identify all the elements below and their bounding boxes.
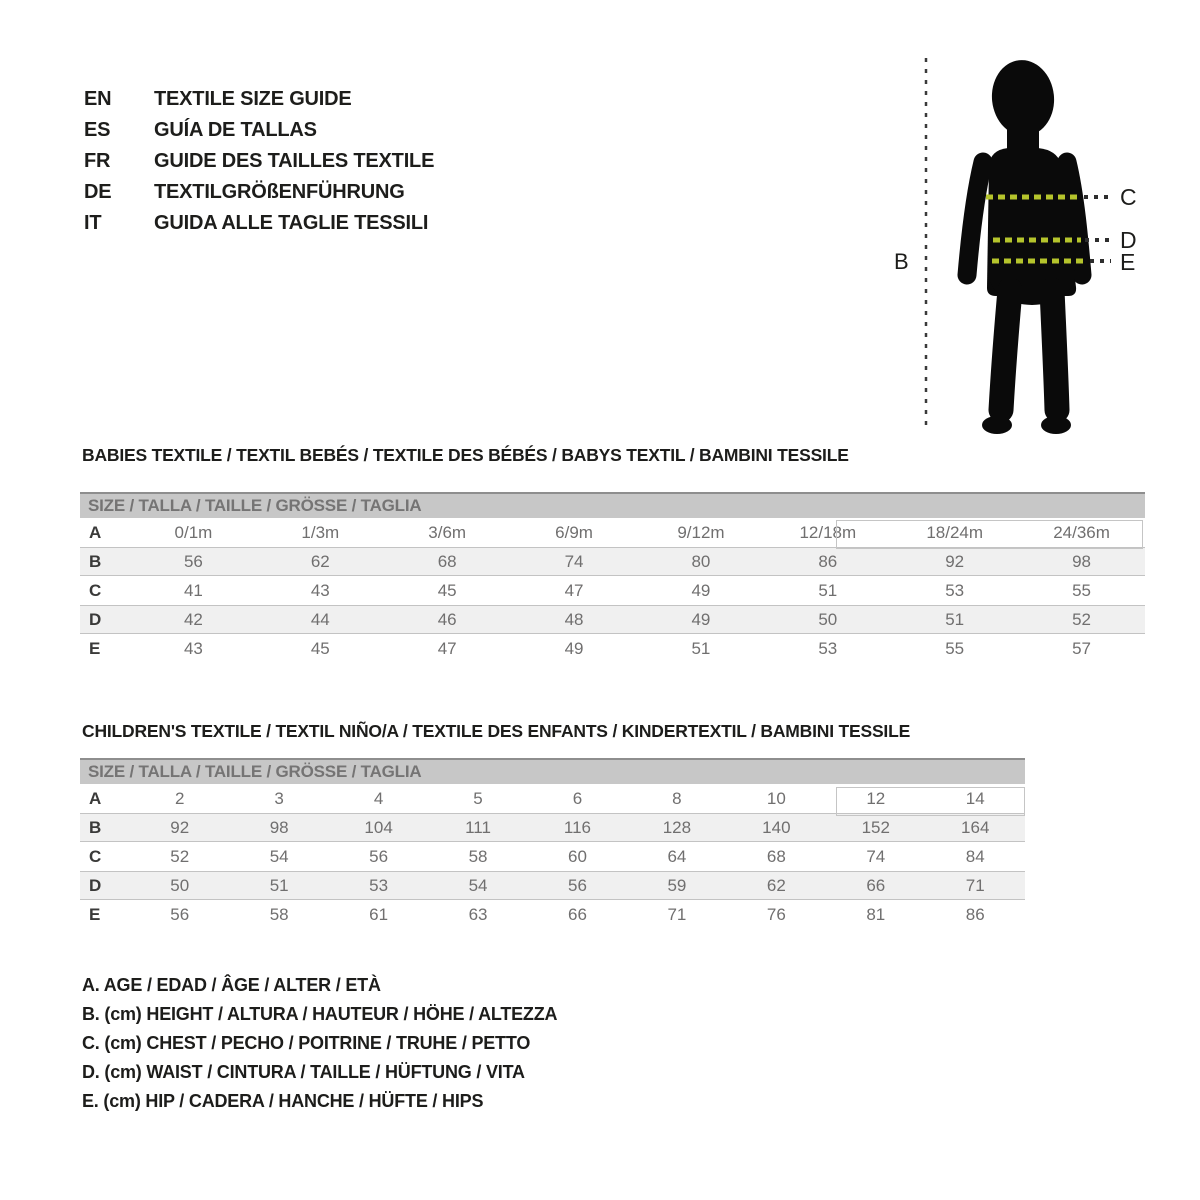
size-cell: 81 [866,904,886,924]
size-cell: 49 [691,609,711,629]
row-label: B [89,551,102,571]
row-label: D [89,609,102,629]
table-row-E [80,900,1025,929]
size-cell: 128 [662,817,692,837]
table-row-C [80,576,1145,605]
size-cell: 152 [861,817,890,837]
size-cell: 18/24m [926,522,984,542]
language-row-en [84,84,434,115]
size-cell: 59 [667,875,687,895]
size-cell: 3/6m [428,522,467,542]
size-cell: 45 [310,638,330,658]
size-cell: 74 [564,551,584,571]
size-cell: 56 [568,875,587,895]
row-label: E [89,638,101,658]
size-cell: 51 [691,638,711,658]
size-cell: 52 [1072,609,1092,629]
height-label: B [894,249,909,274]
table-row-D [80,605,1145,634]
size-cell: 43 [310,580,330,600]
language-code: DE [84,181,112,203]
row-label: D [89,875,102,895]
size-cell: 56 [170,904,190,924]
size-cell: 116 [563,817,592,837]
row-label: A [89,522,102,542]
language-row-es [84,115,434,146]
size-cell: 44 [310,609,330,629]
legend-age: A. AGE / EDAD / ÂGE / ALTER / ETÀ [82,975,381,995]
size-cell: 60 [568,846,587,866]
child-silhouette-figure [880,45,1170,445]
size-cell: 41 [183,580,203,600]
hip-label: E [1120,249,1136,275]
language-row-fr [84,146,434,177]
size-cell: 45 [437,580,457,600]
size-cell: 3 [274,788,284,808]
size-cell: 10 [766,788,786,808]
size-cell: 51 [818,580,838,600]
children-size-table [80,758,1025,929]
language-code: IT [84,212,102,234]
size-cell: 56 [183,551,203,571]
row-label: A [89,788,102,808]
babies-size-header-band: SIZE / TALLA / TAILLE / GRÖSSE / TAGLIA [80,492,1145,518]
size-cell: 48 [564,609,584,629]
waist-label: D [1120,227,1137,253]
size-cell: 49 [564,638,584,658]
row-label: B [89,817,102,837]
language-row-de [84,177,434,208]
size-cell: 58 [468,846,488,866]
chest-label: C [1120,184,1137,210]
children-section-heading: CHILDREN'S TEXTILE / TEXTIL NIÑO/A / TEXTILE DES ENFANTS / KINDERTEXTIL / BAMBINI TESSILE [82,721,911,741]
size-cell: 71 [667,904,687,924]
legend-chest: C. (cm) CHEST / PECHO / POITRINE / TRUHE / PETTO [82,1033,531,1053]
language-row-it [84,208,434,239]
row-label: E [89,904,101,924]
legend-height: B. (cm) HEIGHT / ALTURA / HAUTEUR / HÖHE / ALTEZZA [82,1004,558,1024]
table-row-C [80,842,1025,871]
size-cell: 61 [369,904,389,924]
size-cell: 12 [866,788,886,808]
size-cell: 68 [437,551,457,571]
row-label: C [89,580,102,600]
size-cell: 66 [568,904,587,924]
babies-section-heading: BABIES TEXTILE / TEXTIL BEBÉS / TEXTILE DES BÉBÉS / BABYS TEXTIL / BAMBINI TESSILE [82,445,849,465]
size-cell: 51 [269,875,289,895]
size-cell: 57 [1072,638,1092,658]
size-cell: 164 [961,817,990,837]
size-cell: 42 [183,609,203,629]
language-code: EN [84,88,112,110]
table-row-B [80,813,1025,842]
legend-waist: D. (cm) WAIST / CINTURA / TAILLE / HÜFTUNG / VITA [82,1062,525,1082]
size-cell: 86 [818,551,838,571]
language-title-block [84,84,434,239]
size-cell: 84 [965,846,985,866]
babies-selection-outline [836,520,1143,549]
size-cell: 46 [437,609,457,629]
legend-hip: E. (cm) HIP / CADERA / HANCHE / HÜFTE / HIPS [82,1091,484,1111]
size-cell: 47 [437,638,457,658]
size-cell: 53 [369,875,389,895]
language-title: GUIDA ALLE TAGLIE TESSILI [154,212,429,234]
size-cell: 62 [310,551,330,571]
size-cell: 111 [465,817,491,837]
size-cell: 52 [170,846,190,866]
size-cell: 14 [965,788,985,808]
language-title: GUIDE DES TAILLES TEXTILE [154,150,435,172]
size-cell: 54 [269,846,289,866]
children-size-header-band: SIZE / TALLA / TAILLE / GRÖSSE / TAGLIA [80,758,1025,784]
size-cell: 64 [667,846,687,866]
size-cell: 140 [762,817,791,837]
size-cell: 1/3m [301,522,340,542]
size-cell: 24/36m [1053,522,1110,542]
size-cell: 8 [672,788,682,808]
size-cell: 5 [473,788,483,808]
size-cell: 6 [572,788,583,808]
size-cell: 58 [269,904,289,924]
size-cell: 76 [766,904,786,924]
size-cell: 98 [269,817,289,837]
size-cell: 9/12m [677,522,725,542]
size-cell: 12/18m [799,522,857,542]
size-cell: 55 [1072,580,1092,600]
table-row-B [80,547,1145,576]
language-title: TEXTILE SIZE GUIDE [154,88,352,110]
size-cell: 56 [369,846,389,866]
size-cell: 0/1m [174,522,213,542]
size-cell: 66 [866,875,886,895]
language-code: ES [84,119,111,141]
size-cell: 92 [945,551,965,571]
babies-size-table [80,492,1145,663]
size-cell: 86 [965,904,985,924]
size-cell: 4 [373,788,384,808]
size-cell: 104 [364,817,393,837]
language-title: GUÍA DE TALLAS [154,119,317,141]
size-cell: 53 [818,638,838,658]
language-title: TEXTILGRÖßENFÜHRUNG [154,181,405,203]
size-cell: 6/9m [555,522,593,542]
size-cell: 74 [866,846,886,866]
size-cell: 54 [468,875,488,895]
children-selection-outline [836,787,1025,816]
size-cell: 2 [174,788,185,808]
child-silhouette [967,57,1082,434]
table-row-E [80,634,1145,663]
size-cell: 51 [945,609,965,629]
size-cell: 98 [1072,551,1092,571]
size-cell: 53 [945,580,965,600]
measurement-legend [82,971,557,1116]
size-cell: 63 [468,904,488,924]
size-cell: 47 [564,580,584,600]
size-cell: 50 [818,609,838,629]
size-cell: 55 [945,638,965,658]
size-cell: 43 [183,638,203,658]
size-cell: 80 [691,551,711,571]
table-row-D [80,871,1025,900]
size-cell: 50 [170,875,190,895]
size-cell: 92 [170,817,190,837]
size-cell: 62 [766,875,786,895]
size-cell: 71 [965,875,985,895]
row-label: C [89,846,102,866]
size-cell: 49 [691,580,711,600]
language-code: FR [84,150,111,172]
size-cell: 68 [766,846,786,866]
